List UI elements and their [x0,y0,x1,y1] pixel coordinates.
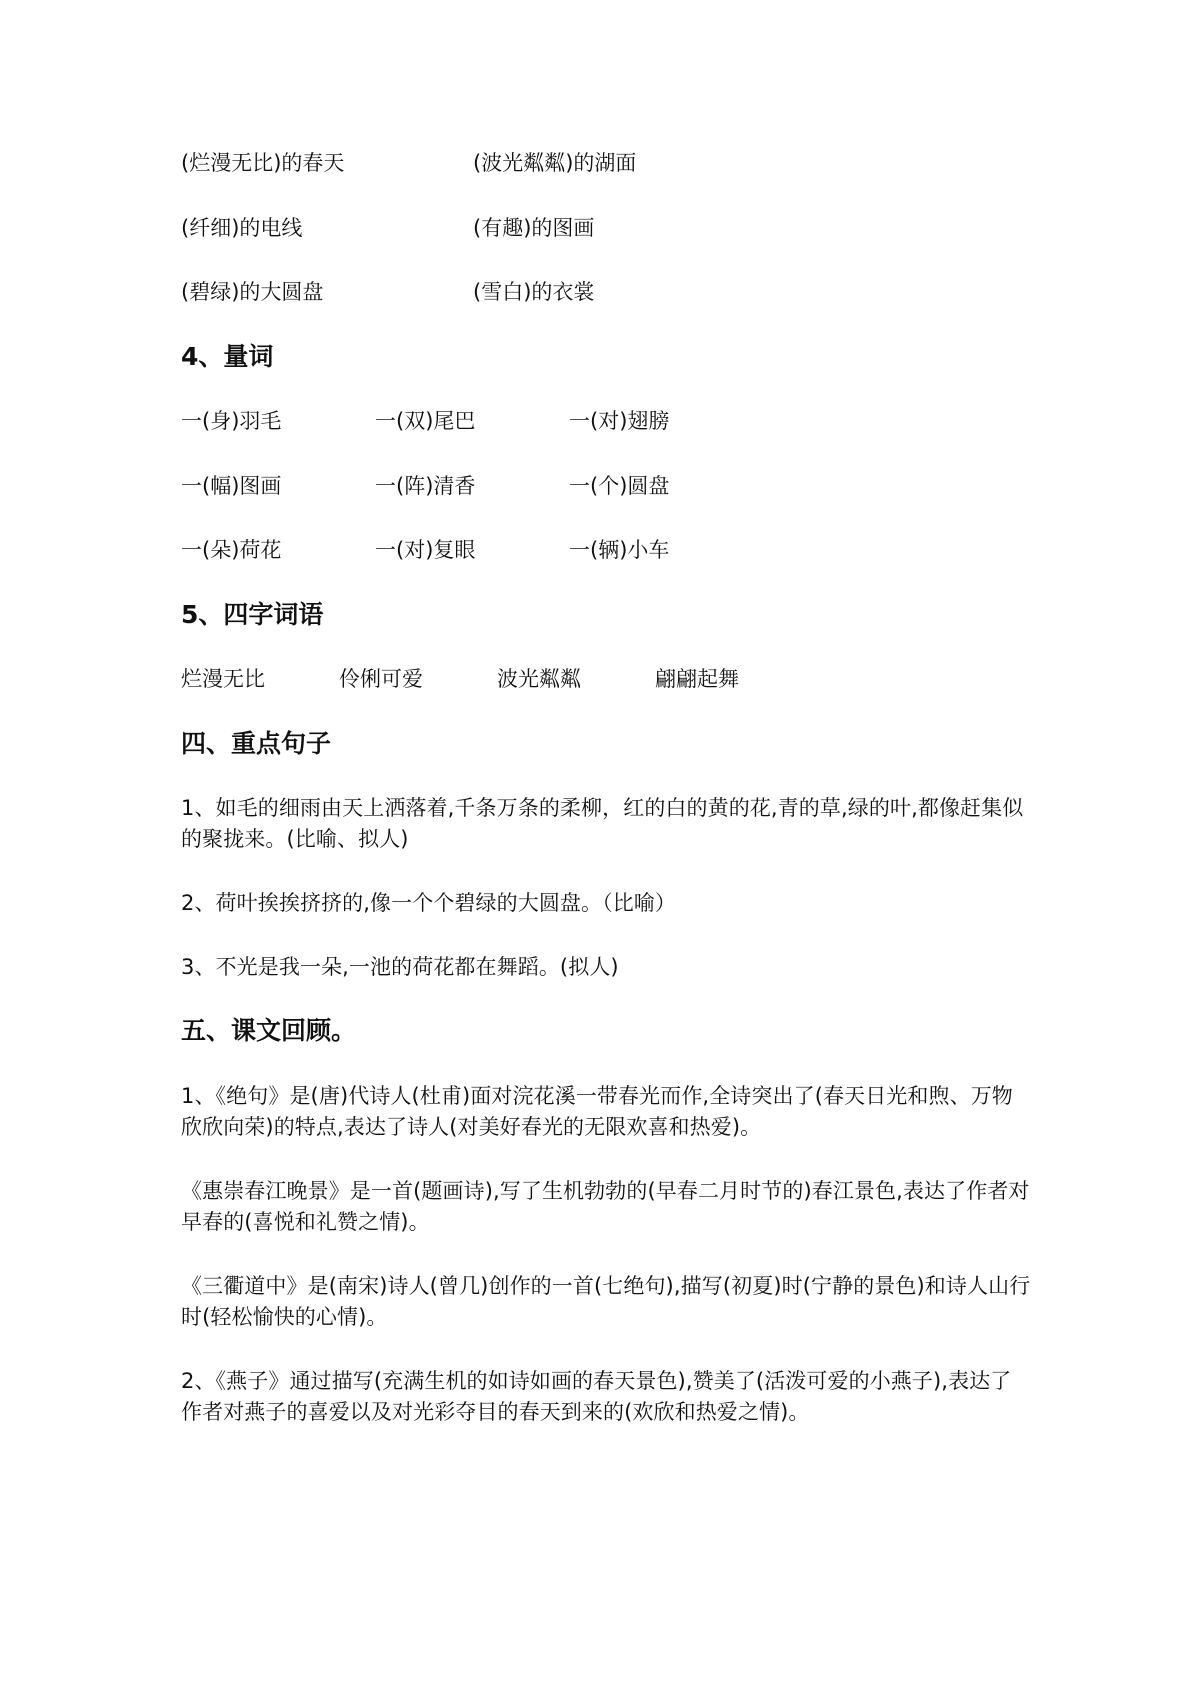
phrase-item: (雪白)的衣裳 [473,280,595,304]
adjective-row [181,148,1031,213]
measure-word-item: 一(朵)荷花 [181,538,282,562]
document-content [181,148,1031,1461]
measure-word-item: 一(幅)图画 [181,473,282,498]
key-sentence: 3、不光是我一朵,一池的荷花都在舞蹈。(拟人) [181,955,619,979]
measure-word-item: 一(双)尾巴 [375,409,476,433]
measure-word-item: 一(个)圆盘 [569,473,670,498]
phrase-item: (有趣)的图画 [473,215,595,240]
phrase-item: (烂漫无比)的春天 [181,151,345,175]
review-paragraph: 2、《燕子》通过描写(充满生机的如诗如画的春天景色),赞美了(活泼可爱的小燕子),表达了作者对燕子的喜爱以及对光彩夺目的春天到来的(欢欣和热爱之情)。 [181,1368,1012,1424]
idiom-heading: 5、四字词语 [181,599,324,629]
review-paragraph: 1、《绝句》是(唐)代诗人(杜甫)面对浣花溪一带春光而作,全诗突出了(春天日光和煦、万物欣欣向荣)的特点,表达了诗人(对美好春光的无限欢喜和热爱)。 [181,1083,1013,1139]
measure-word-item: 一(辆)小车 [569,538,670,562]
measure-word-row [181,535,1031,600]
measure-word-item: 一(阵)清香 [375,473,476,498]
measure-word-heading: 4、量词 [181,341,274,371]
measure-word-item: 一(对)复眼 [375,538,476,562]
measure-word-item: 一(对)翅膀 [569,409,670,433]
key-sentences-heading: 四、重点句子 [181,728,332,758]
text-review-heading: 五、课文回顾。 [181,1016,357,1045]
review-paragraph: 《三衢道中》是(南宋)诗人(曾几)创作的一首(七绝句),描写(初夏)时(宁静的景色)和诗人山行时(轻松愉快的心情)。 [181,1273,1031,1329]
phrase-item: (波光粼粼)的湖面 [473,151,637,175]
key-sentence: 2、荷叶挨挨挤挤的,像一个个碧绿的大圆盘。（比喻） [181,891,677,915]
adjective-row [181,213,1031,278]
idiom-item: 波光粼粼 [497,667,581,691]
phrase-item: (纤细)的电线 [181,215,303,240]
measure-word-row [181,471,1031,536]
review-paragraph: 《惠崇春江晚景》是一首(题画诗),写了生机勃勃的(早春二月时节的)春江景色,表达了作者对早春的(喜悦和礼赞之情)。 [181,1178,1030,1234]
measure-word-row [181,406,1031,471]
idiom-item: 伶俐可爱 [339,667,423,691]
phrase-item: (碧绿)的大圆盘 [181,280,324,304]
adjective-row [181,277,1031,342]
idiom-item: 翩翩起舞 [655,667,739,691]
idiom-item: 烂漫无比 [181,667,265,691]
measure-word-item: 一(身)羽毛 [181,409,282,433]
key-sentence: 1、如毛的细雨由天上洒落着,千条万条的柔柳，红的白的黄的花,青的草,绿的叶,都像赶集似的聚拢来。(比喻、拟人) [181,796,1024,851]
idiom-row [181,664,1031,729]
